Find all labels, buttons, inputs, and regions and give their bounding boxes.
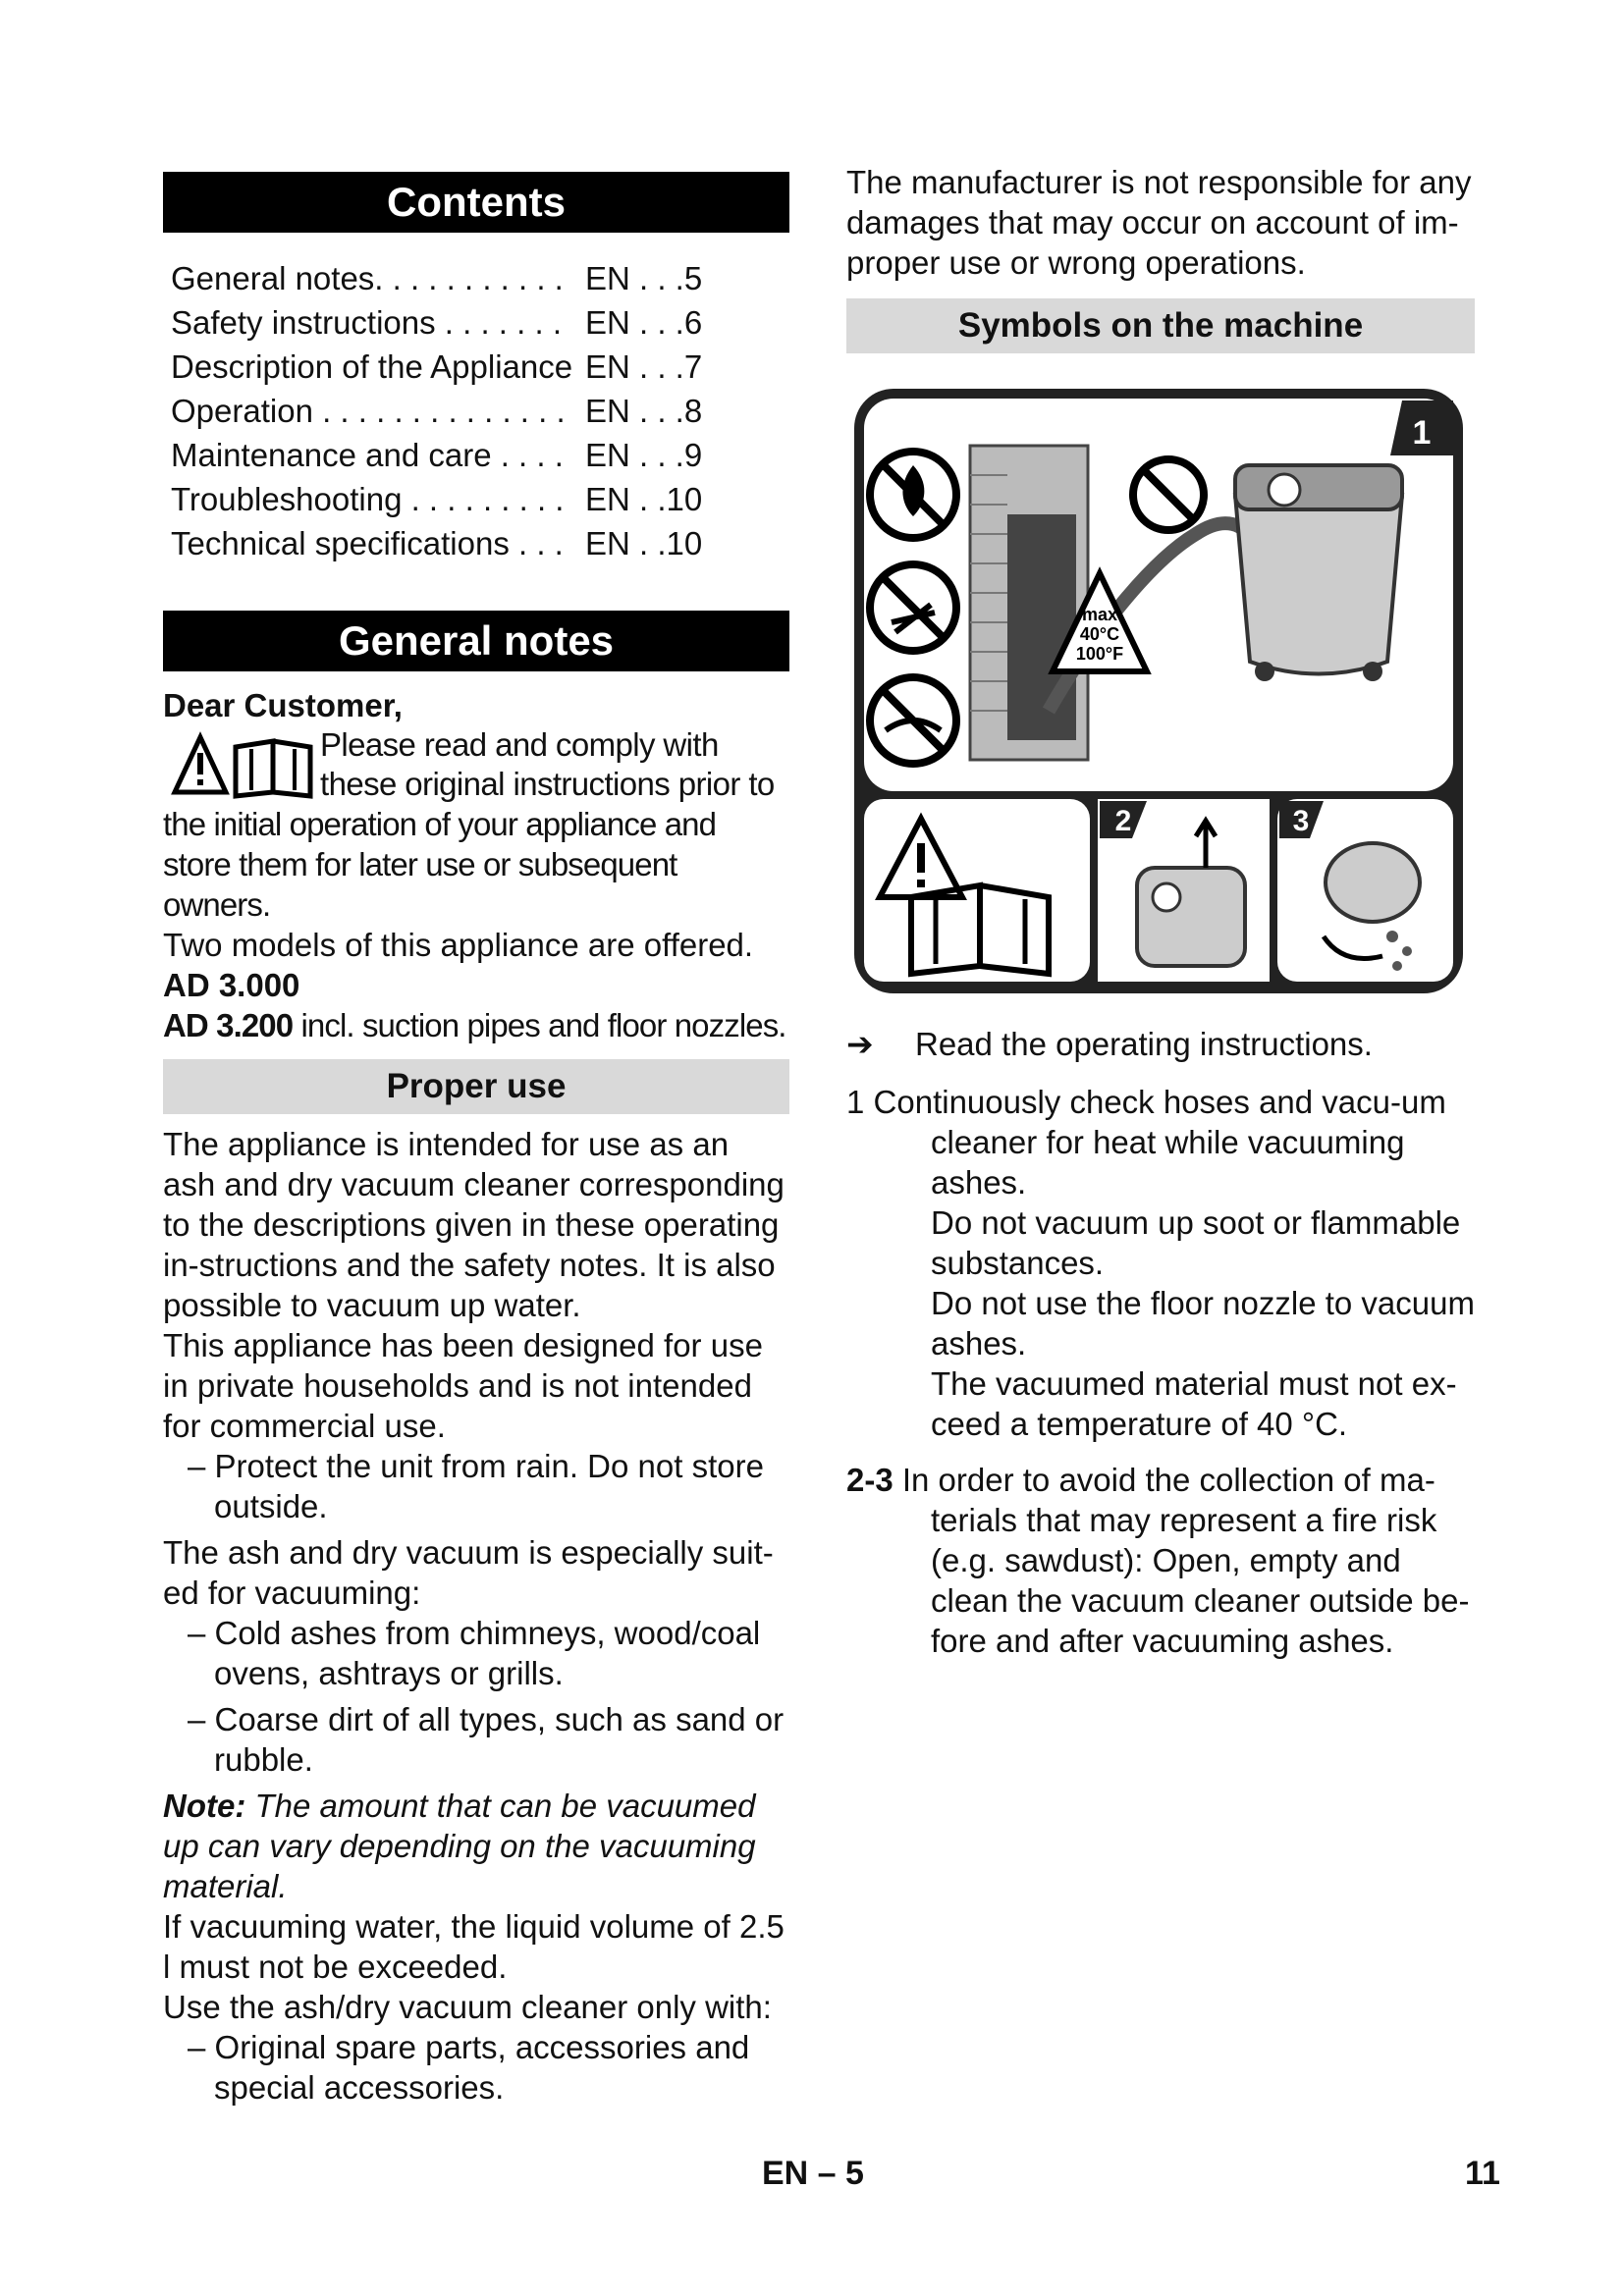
toc-entry: Troubleshooting . . . . . . . . . [171,481,565,517]
bullet-cold-ashes: – Cold ashes from chimneys, wood/coal ovens, ashtrays or grills. [188,1615,761,1691]
models-line: Two models of this appliance are offered. [163,927,754,963]
toc-page-ref: EN . . .5 [585,260,703,296]
toc-row[interactable] [171,300,713,345]
bullet-coarse-dirt: – Coarse dirt of all types, such as sand or rubble. [188,1701,785,1778]
figure-label-1: 1 [1412,414,1432,452]
item-text: Continuously check hoses and vacu-um cleaner for heat while vacuuming ashes. [864,1084,1446,1201]
proper-use-paragraph: Use the ash/dry vacuum cleaner only with: [163,1989,772,2025]
symbol-item-2-3 [846,1460,1475,1661]
model-ad3200-desc: incl. suction pipes and floor nozzles. [293,1007,786,1043]
right-column [846,162,1475,1661]
toc-page-ref: EN . . .8 [585,393,703,429]
figure-temp-celsius: 40°C [1079,624,1120,644]
item-1-soot: Do not vacuum up soot or flammable substances. [931,1204,1461,1281]
contents-heading: Contents [163,172,789,233]
warning-and-manual-icon [171,731,316,802]
intro-rest: the initial operation of your appliance and store them for later use or subsequent owners. [163,806,717,923]
note-label: Note: [163,1788,246,1824]
item-1-temperature: The vacuumed material must not ex-ceed a temperature of 40 °C. [931,1365,1457,1442]
note-text: The amount that can be vacuumed up can vary depending on the vacuuming material. [163,1788,756,1904]
bullet-original-parts: – Original spare parts, accessories and special accessories. [188,2029,750,2106]
toc-page-ref: EN . . .9 [585,437,703,473]
proper-use-paragraph: The ash and dry vacuum is especially suit-ed for vacuuming: [163,1534,774,1611]
item-1-nozzle: Do not use the floor nozzle to vacuum ashes. [931,1285,1475,1362]
read-instructions-text: Read the operating instructions. [915,1026,1373,1062]
toc-entry: Technical specifications . . . [171,525,564,561]
bullet-protect-rain: – Protect the unit from rain. Do not store outside. [188,1448,764,1524]
toc-entry: Safety instructions . . . . . . . [171,304,562,341]
read-instructions-line [846,1024,1475,1064]
figure-temp-max: max [1081,605,1118,624]
toc-entry: Description of the Appliance [171,348,573,385]
item-number: 2-3 [846,1462,893,1498]
toc-page-ref: EN . . .7 [585,348,703,385]
proper-use-paragraph: This appliance has been designed for use in private households and is not intended for commercial use. [163,1327,763,1444]
footer-page-number: 11 [1465,2155,1500,2192]
proper-use-paragraph: The appliance is intended for use as an ash and dry vacuum cleaner corresponding to the descriptions given in these operating in-structions and the safety notes. It is also possible to vacuum up water. [163,1126,785,1323]
figure-label-2: 2 [1114,805,1132,837]
machine-symbols-illustration [852,387,1465,995]
figure-label-3: 3 [1292,805,1310,837]
toc-page-ref: EN . .10 [585,481,703,517]
proper-use-paragraph: If vacuuming water, the liquid volume of 2.5 l must not be exceeded. [163,1908,785,1985]
intro-line-2: these original instructions prior to [320,766,775,802]
note [163,1786,789,1906]
toc-page-ref: EN . . .6 [585,304,703,341]
arrow-right-icon: ➔ [846,1026,874,1062]
toc-row[interactable] [171,477,713,521]
model-ad3000: AD 3.000 [163,967,300,1003]
general-notes-heading: General notes [163,611,789,671]
intro-line-1: Please read and comply with [320,726,719,763]
toc-row[interactable] [171,521,713,565]
toc-row[interactable] [171,256,713,300]
toc-row[interactable] [171,433,713,477]
salutation: Dear Customer, [163,687,403,723]
symbol-item-1 [846,1082,1475,1202]
footer-section-label: EN – 5 [762,2155,864,2192]
toc-row[interactable] [171,389,713,433]
item-text: In order to avoid the collection of ma-terials that may represent a fire risk (e.g. sawdust): Open, empty and clean the vacuum cleaner outside be-fore and after vacuuming ashes. [893,1462,1470,1659]
model-ad3200: AD 3.200 [163,1007,294,1043]
toc-row[interactable] [171,345,713,389]
model-ad3200-line [163,1005,789,1045]
symbols-heading: Symbols on the machine [846,298,1475,353]
toc-page-ref: EN . .10 [585,525,703,561]
figure-temp-fahrenheit: 100°F [1075,644,1124,664]
toc-entry: Operation . . . . . . . . . . . . . . [171,393,566,429]
table-of-contents [171,256,713,565]
proper-use-heading: Proper use [163,1059,789,1114]
left-column [163,162,789,2108]
intro-block [163,725,789,925]
item-number: 1 [846,1084,865,1120]
toc-entry: Maintenance and care . . . . [171,437,564,473]
toc-entry: General notes. . . . . . . . . . . [171,260,564,296]
manufacturer-disclaimer: The manufacturer is not responsible for any damages that may occur on account of im-proper use or wrong operations. [846,164,1472,281]
